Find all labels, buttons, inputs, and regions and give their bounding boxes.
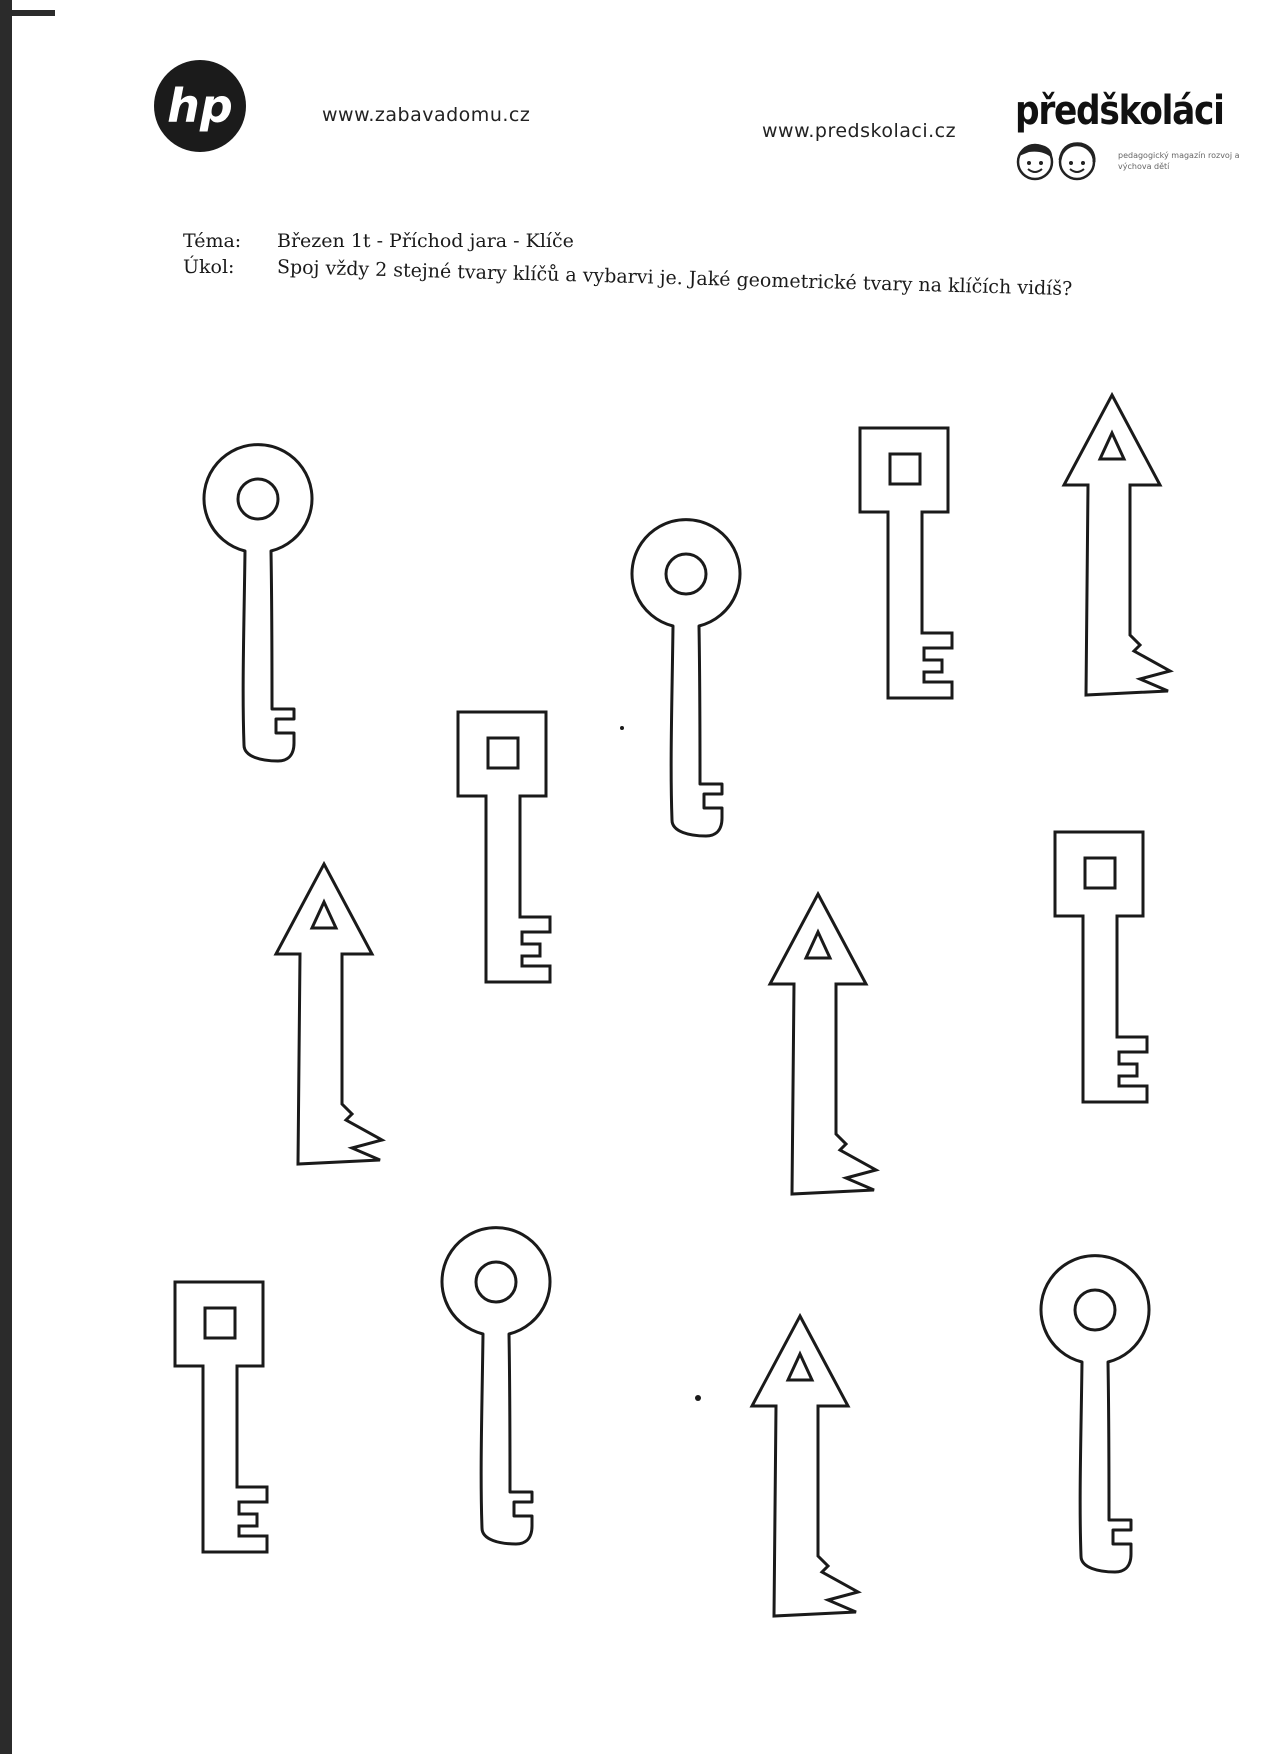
key-circle-4[interactable]: [1041, 1256, 1149, 1572]
key-square-1[interactable]: [860, 428, 952, 698]
hp-logo-text: hp: [167, 79, 233, 133]
url-predskolaci[interactable]: www.predskolaci.cz: [762, 120, 957, 142]
brand-tagline: pedagogický magazín rozvoj a výchova dětí: [1118, 151, 1240, 171]
scan-speck: [620, 726, 624, 730]
url-zabavadomu[interactable]: www.zabavadomu.cz: [322, 104, 531, 126]
key-triangle-4[interactable]: [752, 1316, 858, 1616]
key-triangle-3[interactable]: [770, 894, 876, 1194]
key-square-4[interactable]: [175, 1282, 267, 1552]
key-circle-1[interactable]: [204, 445, 312, 761]
scan-speck: [695, 1395, 701, 1401]
brand-name: předškoláci: [1015, 88, 1224, 134]
topic-label: Téma:: [183, 230, 242, 252]
key-square-2[interactable]: [458, 712, 550, 982]
assignment-value: Spoj vždy 2 stejné tvary klíčů a vybarvi je. Jaké geometrické tvary na klíčích vidíš?: [276, 256, 1073, 301]
assignment-label: Úkol:: [183, 256, 235, 278]
key-circle-2[interactable]: [632, 520, 740, 836]
topic-value: Březen 1t - Příchod jara - Klíče: [277, 230, 574, 252]
key-triangle-2[interactable]: [276, 864, 382, 1164]
key-circle-3[interactable]: [442, 1228, 550, 1544]
key-triangle-1[interactable]: [1064, 395, 1170, 695]
key-square-3[interactable]: [1055, 832, 1147, 1102]
